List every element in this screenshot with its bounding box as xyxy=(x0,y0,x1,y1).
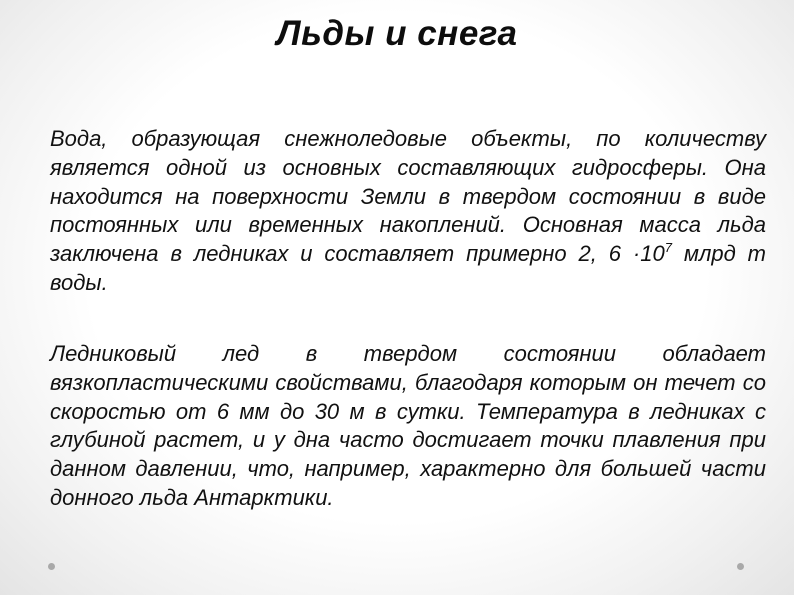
decorative-dot-right xyxy=(737,563,744,570)
slide-title: Льды и снега xyxy=(276,14,518,53)
paragraph-1-text: Вода, образующая снежноледовые объекты, по количеству является одной из основных составляющих гидросферы. Она находится на поверхности Земли в твердом состоянии в виде постоянных или временных накоплений. Основная масса льда заключена в ледниках и составляет примерно 2, 6 ·10 xyxy=(50,126,766,267)
paragraph-1-tail: млрд т воды. xyxy=(50,241,767,295)
paragraph-ice-and-snow-water xyxy=(50,125,766,298)
paragraph-glacial-ice: Ледниковый лед в твердом состоянии обладает вязкопластическими свойствами, благодаря которым он течет со скоростью от 6 мм до 30 м в сутки. Температура в ледниках с глубиной растет, и у дна часто достигает точки плавления при данном давлении, что, например, характерно для большей части донного льда Антарктики. xyxy=(50,341,766,510)
exponent-superscript: 7 xyxy=(664,240,672,256)
decorative-dot-left xyxy=(48,563,55,570)
